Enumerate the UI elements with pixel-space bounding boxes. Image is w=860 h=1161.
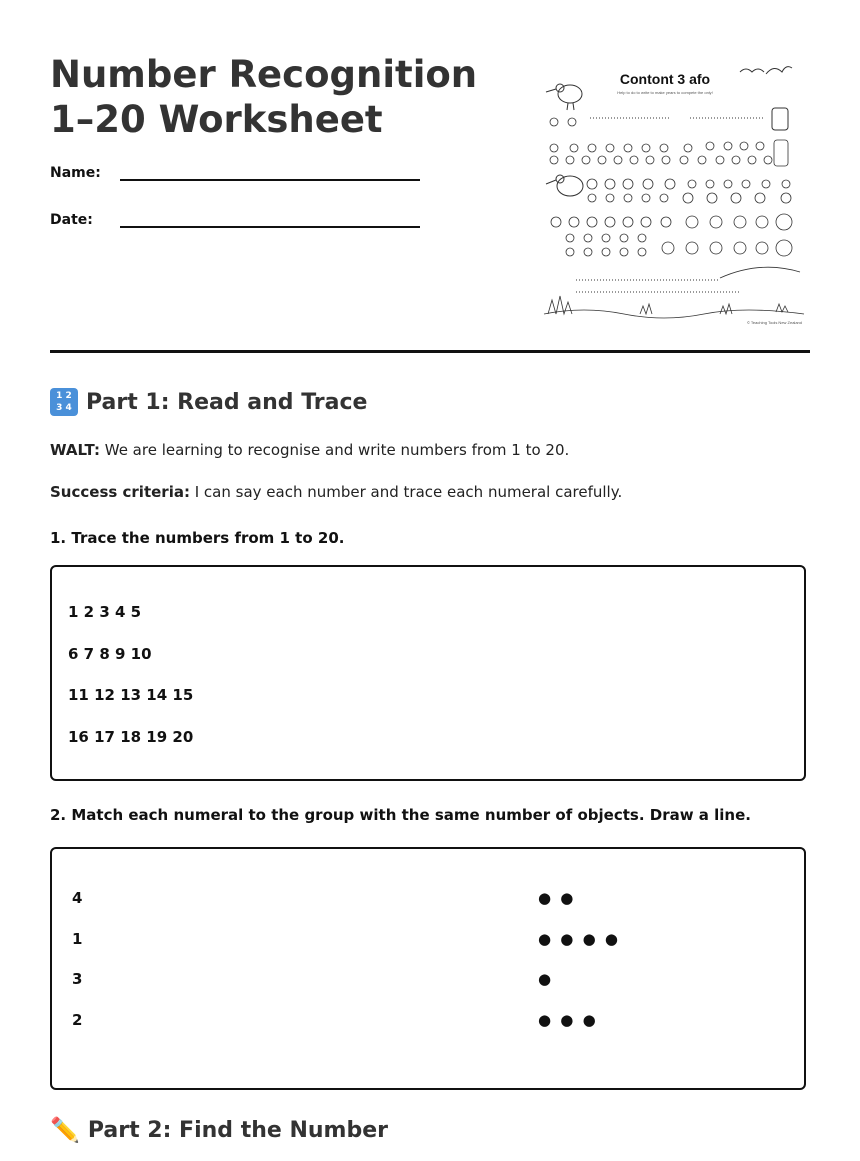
trace-row[interactable]: 6 7 8 9 10: [68, 645, 152, 663]
page-title: Number Recognition 1–20 Worksheet: [50, 53, 478, 141]
part2-title: Part 2: Find the Number: [87, 1117, 388, 1143]
thumbnail-copyright: © Teaching Tools New Zealand: [746, 320, 802, 325]
match-dot-group[interactable]: ●: [538, 970, 554, 988]
thumbnail-title: Contont 3 afo: [619, 71, 711, 87]
walt-paragraph: [50, 441, 569, 459]
pencil-icon: ✏️: [50, 1116, 80, 1144]
part1-heading: [50, 388, 367, 416]
trace-box: [50, 565, 806, 781]
match-numeral[interactable]: 1: [72, 930, 83, 948]
part1-title: Part 1: Read and Trace: [86, 389, 368, 415]
thumbnail-subtitle: Help to do to write to make years to compete the only!: [617, 90, 713, 95]
match-numeral[interactable]: 4: [72, 889, 83, 907]
question-1: 1. Trace the numbers from 1 to 20.: [50, 529, 345, 547]
date-line[interactable]: [120, 226, 420, 228]
input-numbers-icon: 1 2 3 4: [50, 388, 78, 416]
name-label: Name:: [50, 165, 101, 181]
trace-row[interactable]: 1 2 3 4 5: [68, 603, 142, 621]
match-dot-group[interactable]: ● ● ●: [538, 1011, 598, 1029]
trace-row[interactable]: 11 12 13 14 15: [68, 686, 194, 704]
match-numeral[interactable]: 3: [72, 970, 83, 988]
date-label: Date:: [50, 212, 93, 228]
success-criteria-label: Success criteria:: [50, 483, 190, 501]
walt-text: We are learning to recognise and write numbers from 1 to 20.: [99, 441, 570, 459]
date-field[interactable]: [50, 212, 93, 228]
name-field[interactable]: [50, 165, 101, 181]
walt-label: WALT:: [50, 441, 100, 459]
worksheet-page: [50, 0, 810, 1144]
worksheet-header: [50, 0, 810, 353]
match-numeral[interactable]: 2: [72, 1011, 83, 1029]
worksheet-thumbnail-image: [540, 58, 810, 328]
match-dot-group[interactable]: ● ● ● ●: [538, 930, 621, 948]
success-criteria-paragraph: [50, 483, 622, 501]
part2-heading: [50, 1116, 388, 1144]
question-2: 2. Match each numeral to the group with the same number of objects. Draw a line.: [50, 806, 751, 824]
success-criteria-text: I can say each number and trace each numeral carefully.: [189, 483, 623, 501]
match-dot-group[interactable]: ● ●: [538, 889, 576, 907]
match-box: [50, 847, 806, 1090]
trace-row[interactable]: 16 17 18 19 20: [68, 728, 194, 746]
name-line[interactable]: [120, 179, 420, 181]
